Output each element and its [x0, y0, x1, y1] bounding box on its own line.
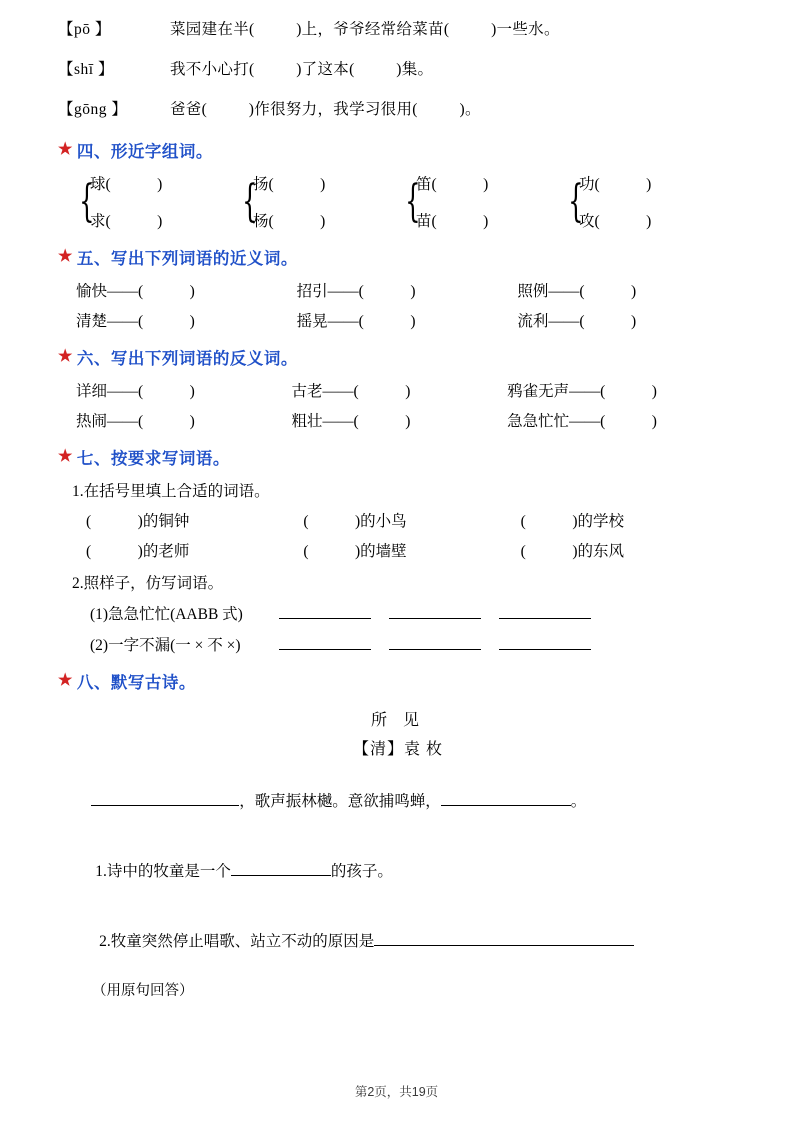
- poem-author: 【清】袁 枚: [352, 741, 443, 759]
- star-icon: ★: [58, 141, 73, 159]
- antonym-item: 急急忙忙——( ): [507, 413, 657, 431]
- word-blank: 笛( ): [416, 176, 489, 194]
- section-heading-five: [58, 245, 738, 269]
- phrase-blank: ( )的墙壁: [303, 543, 407, 561]
- phrase-blank: ( )的东风: [520, 543, 624, 561]
- question-text: 1.诗中的牧童是一个: [95, 863, 231, 881]
- similar-characters-group: [239, 172, 402, 231]
- page-content: [58, 18, 738, 1000]
- brace-icon: {: [405, 175, 421, 227]
- phrase-fill-row: [86, 509, 738, 531]
- antonym-item: 热闹——( ): [76, 413, 195, 431]
- synonym-row: [76, 309, 738, 331]
- poem-question-2: [72, 911, 738, 969]
- section-title-four: 四、形近字组词。: [76, 143, 213, 162]
- poem-title: 所 见: [370, 712, 425, 730]
- synonym-item: 摇晃——( ): [296, 313, 416, 331]
- synonym-item: 清楚——( ): [76, 313, 195, 331]
- word-blank: 苗( ): [416, 213, 489, 231]
- page-footer: [0, 1082, 793, 1100]
- answer-blank[interactable]: [499, 635, 591, 650]
- question-text: 2.牧童突然停止唱歌、站立不动的原因是: [95, 933, 375, 951]
- pinyin-label: 【pō 】: [58, 21, 111, 38]
- word-blank: 扬( ): [253, 176, 326, 194]
- synonym-item: 愉快——( ): [76, 283, 195, 301]
- word-blank: 攻( ): [579, 213, 652, 231]
- imitate-row: [90, 602, 738, 624]
- phrase-blank: ( )的老师: [86, 543, 190, 561]
- pinyin-sentence: 菜园建在半( )上，爷爷经常给菜苗( )一些水。: [170, 21, 560, 38]
- pinyin-exercise-row: [58, 18, 738, 42]
- imitate-label: (2)一字不漏(一 × 不 ×): [90, 637, 241, 655]
- word-blank: 杨( ): [253, 213, 326, 231]
- brace-icon: {: [242, 175, 258, 227]
- similar-characters-group: [76, 172, 239, 231]
- phrase-blank: ( )的小鸟: [303, 513, 407, 531]
- subtask-label-2: 2.照样子，仿写词语。: [72, 575, 224, 593]
- pinyin-exercise-row: [58, 58, 738, 82]
- star-icon: ★: [58, 448, 73, 466]
- answer-blank[interactable]: [231, 861, 331, 876]
- pinyin-exercise-row: [58, 98, 738, 122]
- antonym-item: 详细——( ): [76, 383, 195, 401]
- phrase-fill-row: [86, 539, 738, 561]
- antonym-row: [76, 409, 738, 431]
- brace-icon: {: [79, 175, 95, 227]
- section-title-eight: 八、默写古诗。: [76, 674, 196, 693]
- section-title-six: 六、写出下列词语的反义词。: [76, 350, 298, 369]
- section-title-seven: 七、按要求写词语。: [76, 450, 230, 469]
- star-icon: ★: [58, 248, 73, 266]
- answer-blank[interactable]: [499, 604, 591, 619]
- synonym-item: 流利——( ): [517, 313, 637, 331]
- star-icon: ★: [58, 348, 73, 366]
- section-heading-six: [58, 345, 738, 369]
- pinyin-label: 【shī 】: [58, 61, 114, 79]
- answer-blank[interactable]: [91, 791, 239, 806]
- poem-question-1: [72, 841, 738, 899]
- synonym-item: 照例——( ): [517, 283, 637, 301]
- section-title-five: 五、写出下列词语的近义词。: [76, 250, 298, 269]
- page-number-label: 第2页，共19页: [354, 1085, 439, 1099]
- pinyin-label: 【gōng 】: [58, 101, 128, 119]
- similar-characters-group: [565, 172, 728, 231]
- antonym-item: 古老——( ): [291, 383, 411, 401]
- similar-characters-group: [402, 172, 565, 231]
- answer-note: （用原句回答）: [92, 983, 194, 1000]
- word-blank: 功( ): [579, 176, 652, 194]
- section-heading-eight: [58, 669, 738, 693]
- imitate-row: [90, 633, 738, 655]
- synonym-item: 招引——( ): [296, 283, 416, 301]
- answer-blank[interactable]: [279, 635, 371, 650]
- pinyin-sentence: 我不小心打( )了这本( )集。: [170, 61, 434, 79]
- similar-characters-group-list: [76, 172, 738, 231]
- answer-blank[interactable]: [279, 604, 371, 619]
- section-heading-four: [58, 138, 738, 162]
- answer-blank[interactable]: [374, 931, 634, 946]
- answer-blank[interactable]: [441, 791, 571, 806]
- pinyin-sentence: 爸爸( )作很努力，我学习很用( )。: [170, 101, 481, 119]
- section-heading-seven: [58, 445, 738, 469]
- phrase-blank: ( )的铜钟: [86, 513, 190, 531]
- poem-recite-line: [68, 771, 738, 829]
- poem-end-text: 。: [570, 793, 587, 811]
- poem-middle-text: ，歌声振林樾。意欲捕鸣蝉，: [239, 793, 441, 811]
- brace-icon: {: [568, 175, 584, 227]
- word-blank: 球( ): [90, 176, 163, 194]
- answer-blank[interactable]: [389, 604, 481, 619]
- star-icon: ★: [58, 672, 73, 690]
- antonym-row: [76, 379, 738, 401]
- antonym-item: 鸦雀无声——( ): [507, 383, 657, 401]
- question-text-tail: 的孩子。: [330, 863, 393, 881]
- subtask-label-1: 1.在括号里填上合适的词语。: [72, 483, 270, 501]
- imitate-label: (1)急急忙忙(AABB 式): [90, 606, 243, 624]
- answer-blank[interactable]: [389, 635, 481, 650]
- phrase-blank: ( )的学校: [520, 513, 624, 531]
- synonym-row: [76, 279, 738, 301]
- word-blank: 求( ): [90, 213, 163, 231]
- antonym-item: 粗壮——( ): [291, 413, 411, 431]
